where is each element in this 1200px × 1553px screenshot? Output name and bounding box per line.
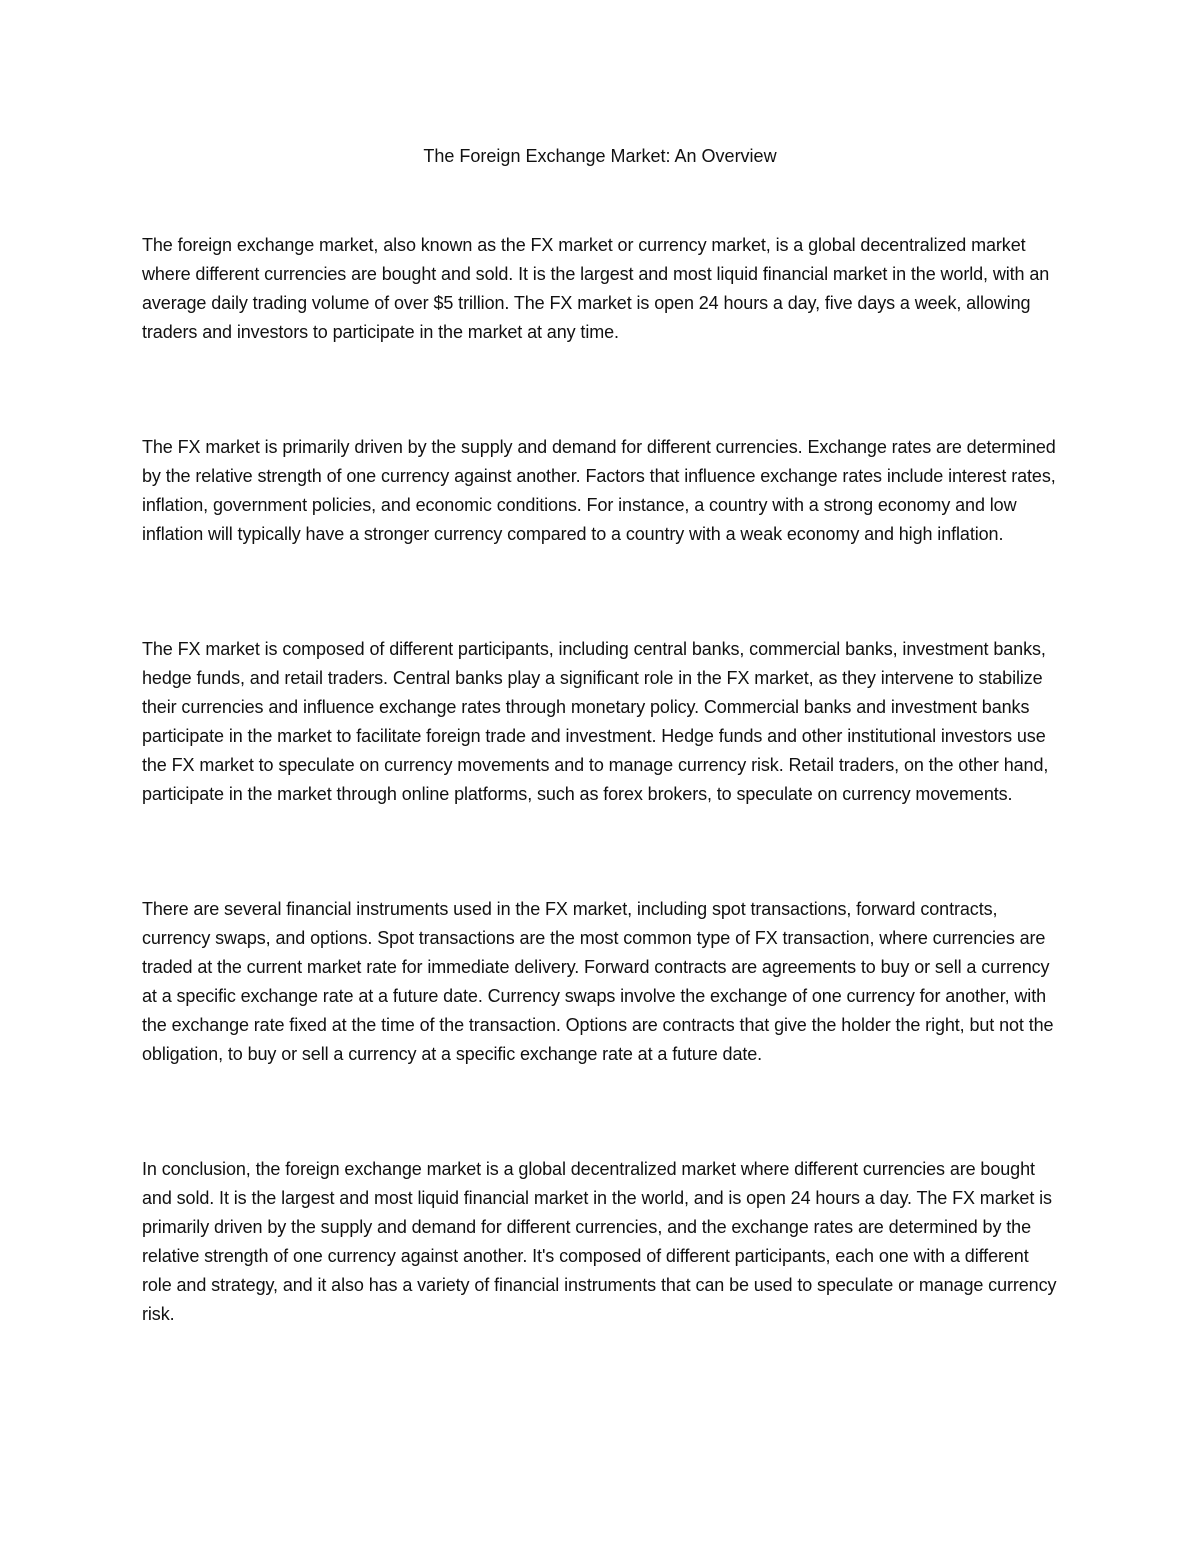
paragraph-instruments: There are several financial instruments used in the FX market, including spot transactions, forward contracts, currency swaps, and options. Spot transactions are the most common type of FX transaction, where currencies are traded at the current market rate for immediate delivery. Forward contracts are agreements to buy or sell a currency at a specific exchange rate at a future date. Currency swaps involve the exchange of one currency for another, with the exchange rate fixed at the time of the transaction. Options are contracts that give the holder the right, but not the obligation, to buy or sell a currency at a specific exchange rate at a future date. [142,899,1054,1064]
document-title: The Foreign Exchange Market: An Overview [423,146,777,166]
paragraph-overview: The foreign exchange market, also known as the FX market or currency market, is a global decentralized market where different currencies are bought and sold. It is the largest and most liquid financial market in the world, with an average daily trading volume of over $5 trillion. The FX market is open 24 hours a day, five days a week, allowing traders and investors to participate in the market at any time. [142,235,1050,342]
document-body [142,231,1062,1415]
paragraph-conclusion: In conclusion, the foreign exchange market is a global decentralized market where different currencies are bought and sold. It is the largest and most liquid financial market in the world, and is open 24 hours a day. The FX market is primarily driven by the supply and demand for different currencies, and the exchange rates are determined by the relative strength of one currency against another. It's composed of different participants, each one with a different role and strategy, and it also has a variety of financial instruments that can be used to speculate or manage currency risk. [142,1159,1057,1324]
paragraph-exchange-rates: The FX market is primarily driven by the supply and demand for different currencies. Exchange rates are determined by the relative strength of one currency against another. Factors that influence exchange rates include interest rates, inflation, government policies, and economic conditions. For instance, a country with a strong economy and low inflation will typically have a stronger currency compared to a country with a weak economy and high inflation. [142,437,1056,544]
paragraph-participants: The FX market is composed of different participants, including central banks, commercial banks, investment banks, hedge funds, and retail traders. Central banks play a significant role in the FX market, as they intervene to stabilize their currencies and influence exchange rates through monetary policy. Commercial banks and investment banks participate in the market to facilitate foreign trade and investment. Hedge funds and other institutional investors use the FX market to speculate on currency movements and to manage currency risk. Retail traders, on the other hand, participate in the market through online platforms, such as forex brokers, to speculate on currency movements. [142,639,1049,804]
